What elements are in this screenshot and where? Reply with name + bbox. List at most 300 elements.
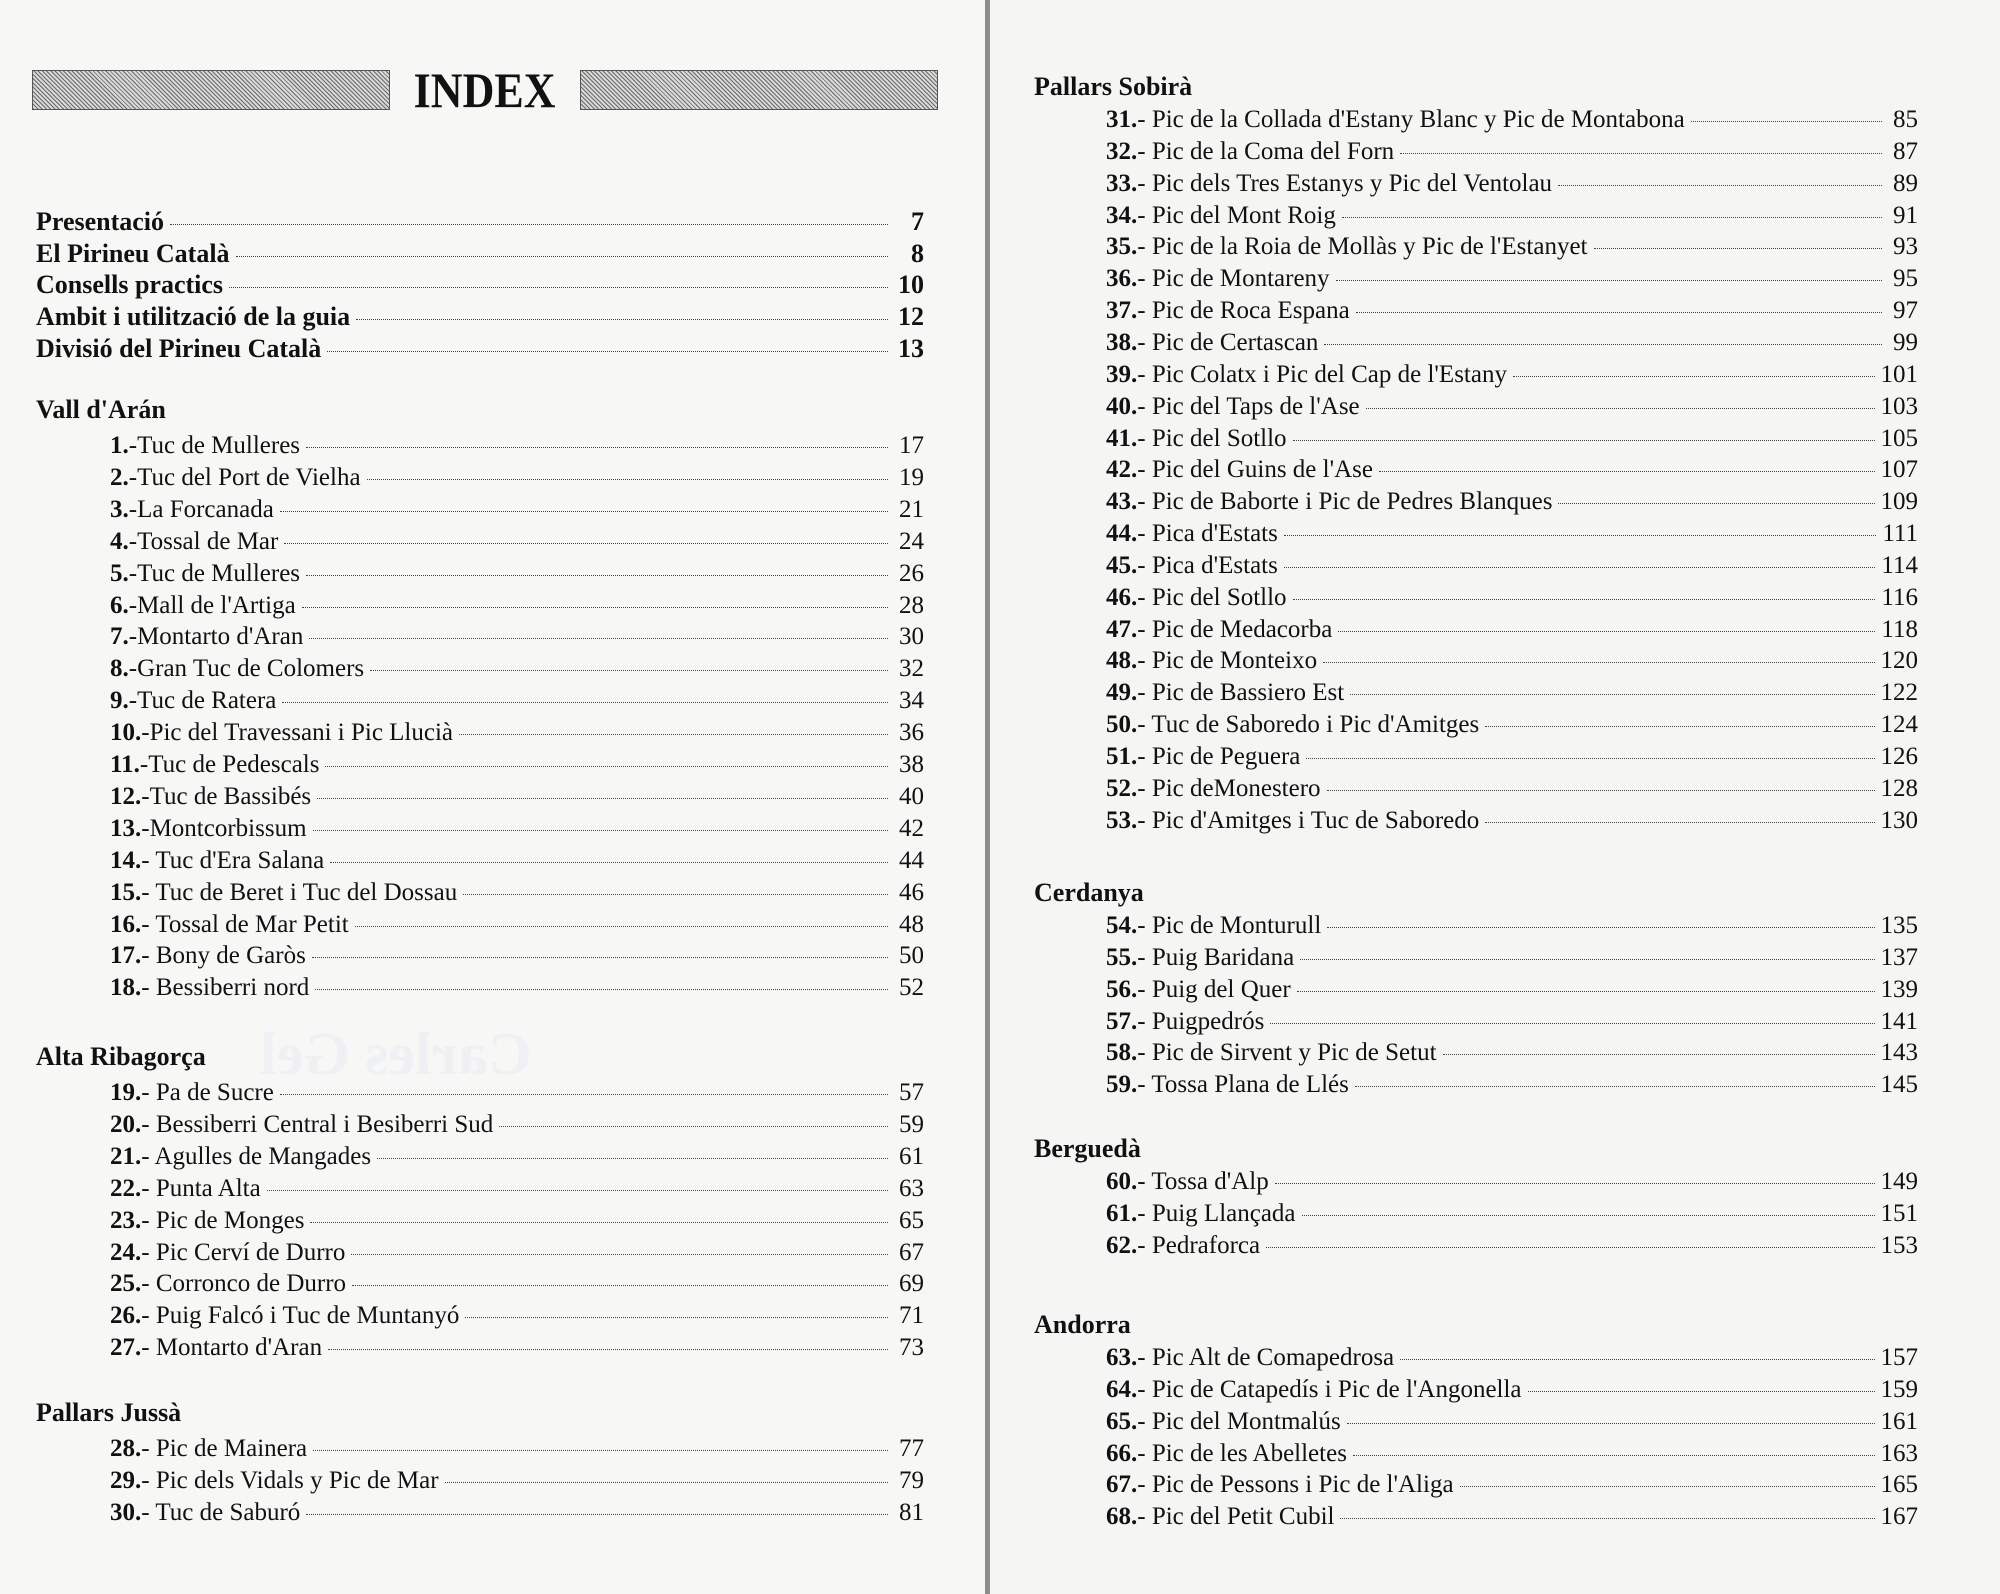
toc-entry <box>1106 486 1918 517</box>
page-number: 50 <box>899 942 924 970</box>
page-number: 91 <box>1893 201 1918 229</box>
dot-leader <box>282 701 888 703</box>
dot-leader <box>1356 311 1882 313</box>
dot-leader <box>1485 725 1874 727</box>
entry-number: 12. <box>110 782 142 810</box>
entry-label <box>1106 550 1278 581</box>
toc-entry <box>110 590 924 621</box>
entry-number: 35. <box>1106 233 1138 261</box>
toc-entry <box>1106 709 1918 740</box>
dot-leader <box>1379 470 1875 472</box>
section-title: Berguedà <box>1034 1134 1141 1163</box>
dot-leader <box>1353 1454 1875 1456</box>
front-matter-item <box>36 333 924 364</box>
entry-number: 33. <box>1106 169 1138 197</box>
dot-leader <box>367 478 888 480</box>
page-number: 111 <box>1882 520 1918 548</box>
entry-number: 51. <box>1106 743 1138 770</box>
entry-number: 59. <box>1106 1071 1138 1099</box>
dot-leader <box>1306 757 1874 759</box>
entry-title: Divisió del Pirineu Català <box>36 333 322 363</box>
entry-number: 50. <box>1106 711 1138 739</box>
section-title: Pallars Jussà <box>36 1398 182 1427</box>
entry-number: 38. <box>1106 328 1138 356</box>
entry-label <box>1106 486 1552 517</box>
page-number: 59 <box>899 1110 924 1138</box>
entry-title: - Pedraforca <box>1137 1231 1261 1259</box>
entry-title: - Pa de Sucre <box>141 1079 274 1106</box>
entry-label <box>1106 104 1685 135</box>
entry-label <box>110 1332 322 1363</box>
entry-label <box>1106 200 1336 231</box>
entry-title: - Pic del Montmalús <box>1137 1407 1341 1435</box>
toc-entry <box>1106 1166 1918 1197</box>
entry-label <box>1106 263 1330 294</box>
entry-title: - Tuc de Saburó <box>141 1498 301 1526</box>
toc-entry <box>110 1141 924 1172</box>
page-number: 151 <box>1880 1199 1918 1227</box>
page-number: 85 <box>1893 106 1918 133</box>
entry-number: 46. <box>1106 583 1138 611</box>
entry-number: 6. <box>110 591 129 619</box>
page-number: 61 <box>899 1142 924 1170</box>
entry-number: 41. <box>1106 424 1138 452</box>
entry-label <box>1106 773 1321 804</box>
entry-title: - Pic de Monturull <box>1137 912 1322 939</box>
entry-number: 31. <box>1106 106 1138 133</box>
entry-number: 58. <box>1106 1039 1138 1067</box>
entry-number: 10. <box>110 719 142 747</box>
entry-label <box>110 590 296 621</box>
entry-title: Presentació <box>36 207 165 236</box>
toc-entry <box>1106 1069 1918 1100</box>
dot-leader <box>302 606 888 608</box>
dot-leader <box>306 574 888 576</box>
toc-entry <box>1106 1037 1918 1068</box>
toc-entry <box>1106 582 1918 613</box>
page-number: 135 <box>1880 912 1918 939</box>
left-page <box>0 0 985 1594</box>
toc-entry <box>110 717 924 748</box>
entry-title: - Pic del Guins de l'Ase <box>1137 456 1373 484</box>
entry-number: 34. <box>1106 201 1138 229</box>
entry-title: -Mall de l'Artiga <box>128 591 296 619</box>
dot-leader <box>1558 502 1874 504</box>
entry-label <box>110 749 319 780</box>
section-title: Alta Ribagorça <box>36 1042 206 1071</box>
dot-leader <box>1338 630 1875 632</box>
toc-entry <box>110 494 924 525</box>
dot-leader <box>1485 821 1874 823</box>
dot-leader <box>352 1284 888 1286</box>
entry-title: - Pic de Mainera <box>141 1435 308 1462</box>
entry-number: 64. <box>1106 1375 1138 1403</box>
entry-title: - Pic de la Collada d'Estany Blanc y Pic de Montabona <box>1137 106 1685 133</box>
page-number: 48 <box>899 910 924 938</box>
entry-label <box>1106 1469 1454 1500</box>
entry-number: 55. <box>1106 943 1138 971</box>
toc-entry <box>1106 942 1918 973</box>
entry-title: - Bessiberri Central i Besiberri Sud <box>141 1110 494 1138</box>
entry-title: - Pic de la Roia de Mollàs y Pic de l'Estanyet <box>1137 233 1588 261</box>
toc-entry <box>1106 295 1918 326</box>
entry-title: -Tuc de Mulleres <box>128 432 301 459</box>
toc-entry <box>1106 1006 1918 1037</box>
entry-label <box>1106 1342 1394 1373</box>
entry-number: 42. <box>1106 456 1138 484</box>
entry-title: - Tuc d'Era Salana <box>141 846 325 874</box>
entry-label <box>1106 359 1507 390</box>
entry-title: - Pic del Sotllo <box>1137 583 1287 611</box>
entry-title: - Tossal de Mar Petit <box>141 910 349 938</box>
dot-leader <box>370 669 888 671</box>
dot-leader <box>236 255 888 257</box>
page-number: 36 <box>899 719 924 747</box>
entry-title: - Corronco de Durro <box>141 1270 347 1298</box>
entry-title: - Pic de Catapedís i Pic de l'Angonella <box>1137 1375 1522 1403</box>
entry-number: 57. <box>1106 1007 1138 1035</box>
entry-label <box>36 301 350 332</box>
page-number: 77 <box>899 1435 924 1462</box>
dot-leader <box>1323 661 1874 663</box>
entry-title: - Pic de Pessons i Pic de l'Aliga <box>1137 1471 1454 1499</box>
dot-leader <box>1284 534 1877 536</box>
page-number: 73 <box>899 1334 924 1362</box>
entry-title: - Pic del Mont Roig <box>1137 201 1336 229</box>
toc-entry <box>110 972 924 1003</box>
page-number: 128 <box>1880 774 1918 802</box>
page-number: 161 <box>1880 1407 1918 1435</box>
dot-leader <box>355 925 888 927</box>
dot-leader <box>1297 990 1875 992</box>
bleed-through-text: Carles Gel <box>260 1021 532 1087</box>
entry-label <box>1106 1037 1437 1068</box>
toc-entry <box>1106 263 1918 294</box>
page-number: 103 <box>1880 392 1918 420</box>
hatch-bar-right <box>580 70 938 110</box>
dot-leader <box>1558 184 1882 186</box>
entry-label <box>1106 645 1317 676</box>
page-number: 143 <box>1880 1039 1918 1067</box>
page-number: 65 <box>899 1206 924 1234</box>
entry-label <box>1106 614 1332 645</box>
page-number: 101 <box>1880 360 1918 388</box>
entry-number: 5. <box>110 559 129 587</box>
entry-title: - Pic de Roca Espana <box>1137 297 1350 325</box>
toc-entry <box>1106 1342 1918 1373</box>
page-number: 141 <box>1880 1007 1918 1035</box>
entry-number: 15. <box>110 878 142 906</box>
entry-number: 22. <box>110 1174 142 1202</box>
toc-entry <box>1106 910 1918 941</box>
entry-number: 45. <box>1106 551 1138 579</box>
page-number: 114 <box>1881 551 1918 579</box>
toc-entry <box>110 940 924 971</box>
entry-title: - Pic dels Tres Estanys y Pic del Ventolau <box>1137 169 1553 197</box>
page-number: 57 <box>899 1079 924 1106</box>
page-number: 116 <box>1881 583 1918 611</box>
entry-label <box>1106 974 1291 1005</box>
entry-title: -Tuc de Bassibés <box>141 782 312 810</box>
entry-title: - Pic de Montareny <box>1137 265 1330 293</box>
entry-title: - Pic Colatx i Pic del Cap de l'Estany <box>1137 360 1507 388</box>
dot-leader <box>328 1348 888 1350</box>
page-number: 145 <box>1880 1071 1918 1099</box>
entry-label <box>1106 1406 1341 1437</box>
right-page <box>990 0 2000 1594</box>
page-number: 44 <box>899 846 924 874</box>
entry-label <box>1106 741 1300 772</box>
entry-label <box>110 972 309 1003</box>
entry-number: 40. <box>1106 392 1138 420</box>
entry-title: - Puig Llançada <box>1137 1199 1296 1227</box>
entry-label <box>1106 910 1321 941</box>
entry-title: - Montarto d'Aran <box>141 1334 323 1362</box>
entry-number: 44. <box>1106 520 1138 548</box>
dot-leader <box>306 446 888 448</box>
dot-leader <box>1528 1390 1875 1392</box>
dot-leader <box>1355 1085 1875 1087</box>
entry-number: 4. <box>110 527 129 555</box>
page-number: 95 <box>1893 265 1918 293</box>
dot-leader <box>1293 439 1875 441</box>
page-number: 122 <box>1880 679 1918 707</box>
entry-number: 62. <box>1106 1231 1138 1259</box>
page-number: 32 <box>899 655 924 683</box>
entry-label <box>1106 136 1394 167</box>
entry-title: -Tuc de Mulleres <box>128 559 301 587</box>
toc-entry <box>110 653 924 684</box>
toc-entry <box>110 845 924 876</box>
entry-label <box>1106 454 1373 485</box>
entry-number: 32. <box>1106 137 1138 165</box>
page-number: 52 <box>899 974 924 1002</box>
entry-title: - Agulles de Mangades <box>141 1142 372 1170</box>
toc-entry <box>110 749 924 780</box>
page-number: 159 <box>1880 1375 1918 1403</box>
entry-title: - Pic del Petit Cubil <box>1137 1503 1335 1531</box>
entry-number: 17. <box>110 942 142 970</box>
entry-title: - Punta Alta <box>141 1174 261 1202</box>
entry-label <box>110 1237 345 1268</box>
page-number: 34 <box>899 687 924 715</box>
entry-label <box>1106 1438 1347 1469</box>
entry-label <box>36 206 164 237</box>
entry-title: - Bessiberri nord <box>141 974 310 1002</box>
toc-entry <box>1106 1230 1918 1261</box>
entry-number: 7. <box>110 623 129 651</box>
entry-title: -Tuc del Port de Vielha <box>128 463 361 491</box>
dot-leader <box>1400 1358 1874 1360</box>
page-number: 153 <box>1880 1231 1918 1259</box>
toc-entry <box>1106 104 1918 135</box>
entry-number: 67. <box>1106 1471 1138 1499</box>
dot-leader <box>1594 247 1883 249</box>
entry-label <box>36 269 223 300</box>
entry-number: 49. <box>1106 679 1138 707</box>
page-number: 87 <box>1893 137 1918 165</box>
dot-leader <box>267 1189 888 1191</box>
entry-number: 3. <box>110 495 129 523</box>
toc-entry <box>110 1237 924 1268</box>
page-number: 30 <box>899 623 924 651</box>
entry-label <box>110 1141 371 1172</box>
toc-entry <box>1106 550 1918 581</box>
page-number: 79 <box>899 1466 924 1494</box>
entry-number: 11. <box>110 751 140 778</box>
entry-label <box>110 1077 274 1108</box>
entry-title: - Pic de Monteixo <box>1137 647 1318 675</box>
entry-number: 43. <box>1106 488 1138 516</box>
toc-entry <box>1106 168 1918 199</box>
entry-number: 68. <box>1106 1503 1138 1531</box>
entry-label <box>1106 709 1479 740</box>
entry-title: - Pic del Taps de l'Ase <box>1137 392 1360 420</box>
page-number: 17 <box>899 432 924 459</box>
entry-title: - Tossa d'Alp <box>1137 1168 1269 1195</box>
dot-leader <box>499 1125 888 1127</box>
entry-label <box>1106 1006 1264 1037</box>
dot-leader <box>1284 566 1876 568</box>
toc-entry <box>110 909 924 940</box>
dot-leader <box>330 861 888 863</box>
page-number: 24 <box>899 527 924 555</box>
entry-title: - Tuc de Beret i Tuc del Dossau <box>141 878 458 906</box>
dot-leader <box>1324 343 1882 345</box>
page-number: 13 <box>898 333 924 363</box>
entry-title: - Pica d'Estats <box>1137 551 1278 579</box>
entry-number: 1. <box>110 432 129 459</box>
dot-leader <box>1327 789 1875 791</box>
entry-label <box>110 1205 304 1236</box>
entry-label <box>110 685 276 716</box>
entry-title: -Pic del Travessani i Pic Llucià <box>141 719 454 747</box>
entry-number: 53. <box>1106 806 1138 834</box>
entry-number: 52. <box>1106 774 1138 802</box>
dot-leader <box>1327 926 1874 928</box>
entry-number: 24. <box>110 1238 142 1266</box>
page-number: 28 <box>899 591 924 619</box>
entry-title: - Pic de Baborte i Pic de Pedres Blanques <box>1137 488 1553 516</box>
entry-label <box>36 238 230 269</box>
entry-label <box>110 653 364 684</box>
entry-label <box>1106 1501 1334 1532</box>
entry-label <box>1106 295 1350 326</box>
entry-number: 29. <box>110 1466 142 1494</box>
entry-number: 66. <box>1106 1439 1138 1467</box>
toc-entry <box>110 1077 924 1108</box>
entry-label <box>110 940 306 971</box>
entry-number: 14. <box>110 846 142 874</box>
dot-leader <box>325 765 888 767</box>
entry-label <box>1106 1198 1296 1229</box>
entry-title: - Pic de Monges <box>141 1206 305 1234</box>
section-title: Vall d'Arán <box>36 395 166 424</box>
dot-leader <box>459 733 888 735</box>
toc-entry <box>1106 614 1918 645</box>
entry-title: - Pic de la Coma del Forn <box>1137 137 1395 165</box>
entry-number: 25. <box>110 1270 142 1298</box>
entry-label <box>110 1173 261 1204</box>
dot-leader <box>327 350 888 352</box>
entry-number: 63. <box>1106 1344 1138 1371</box>
entry-number: 27. <box>110 1334 142 1362</box>
entry-number: 28. <box>110 1435 142 1462</box>
toc-entry <box>110 621 924 652</box>
toc-entry <box>1106 136 1918 167</box>
dot-leader <box>1347 1422 1875 1424</box>
entry-label <box>1106 423 1287 454</box>
front-matter-item <box>36 301 924 332</box>
page-number: 97 <box>1893 297 1918 325</box>
page-number: 130 <box>1880 806 1918 834</box>
dot-leader <box>1366 407 1875 409</box>
dot-leader <box>1460 1485 1875 1487</box>
toc-entry <box>1106 359 1918 390</box>
section-title: Andorra <box>1034 1310 1131 1339</box>
dot-leader <box>280 1093 888 1095</box>
dot-leader <box>229 286 888 288</box>
dot-leader <box>1293 598 1876 600</box>
dot-leader <box>377 1157 888 1159</box>
toc-entry <box>110 462 924 493</box>
page-number: 99 <box>1893 328 1918 356</box>
entry-label <box>110 430 300 461</box>
entry-number: 54. <box>1106 912 1138 939</box>
dot-leader <box>280 510 888 512</box>
toc-entry <box>1106 1198 1918 1229</box>
toc-entry <box>110 1300 924 1331</box>
entry-title: - Puigpedrós <box>1137 1007 1265 1035</box>
dot-leader <box>313 1449 888 1451</box>
section-title: Pallars Sobirà <box>1034 72 1193 101</box>
entry-title: - Pic de Sirvent y Pic de Setut <box>1137 1039 1437 1067</box>
toc-entry <box>110 781 924 812</box>
page-number: 163 <box>1880 1439 1918 1467</box>
entry-label <box>1106 168 1552 199</box>
toc-entry <box>110 558 924 589</box>
entry-title: - Pic d'Amitges i Tuc de Saboredo <box>1137 806 1480 834</box>
entry-number: 19. <box>110 1079 142 1106</box>
toc-entry <box>1106 454 1918 485</box>
entry-label <box>110 781 311 812</box>
entry-title: - Pic Cerví de Durro <box>141 1238 346 1266</box>
toc-entry <box>110 1205 924 1236</box>
dot-leader <box>306 1513 888 1515</box>
entry-title: - Tossa Plana de Llés <box>1137 1071 1349 1099</box>
toc-entry <box>110 1433 924 1464</box>
entry-number: 2. <box>110 463 129 491</box>
toc-entry <box>1106 423 1918 454</box>
index-header <box>32 62 938 118</box>
entry-number: 60. <box>1106 1168 1138 1195</box>
page-number: 167 <box>1880 1503 1918 1531</box>
entry-title: - Tuc de Saboredo i Pic d'Amitges <box>1137 711 1480 739</box>
entry-label <box>110 717 453 748</box>
dot-leader <box>312 956 888 958</box>
toc-entry <box>1106 518 1918 549</box>
entry-number: 56. <box>1106 975 1138 1003</box>
entry-label <box>1106 1374 1522 1405</box>
page-number: 67 <box>899 1238 924 1266</box>
page-number: 81 <box>899 1498 924 1526</box>
entry-title: - Pic de Certascan <box>1137 328 1319 356</box>
dot-leader <box>1300 958 1874 960</box>
page-number: 157 <box>1880 1344 1918 1371</box>
front-matter-item <box>36 206 924 237</box>
toc-entry <box>1106 741 1918 772</box>
page-number: 12 <box>898 302 924 332</box>
